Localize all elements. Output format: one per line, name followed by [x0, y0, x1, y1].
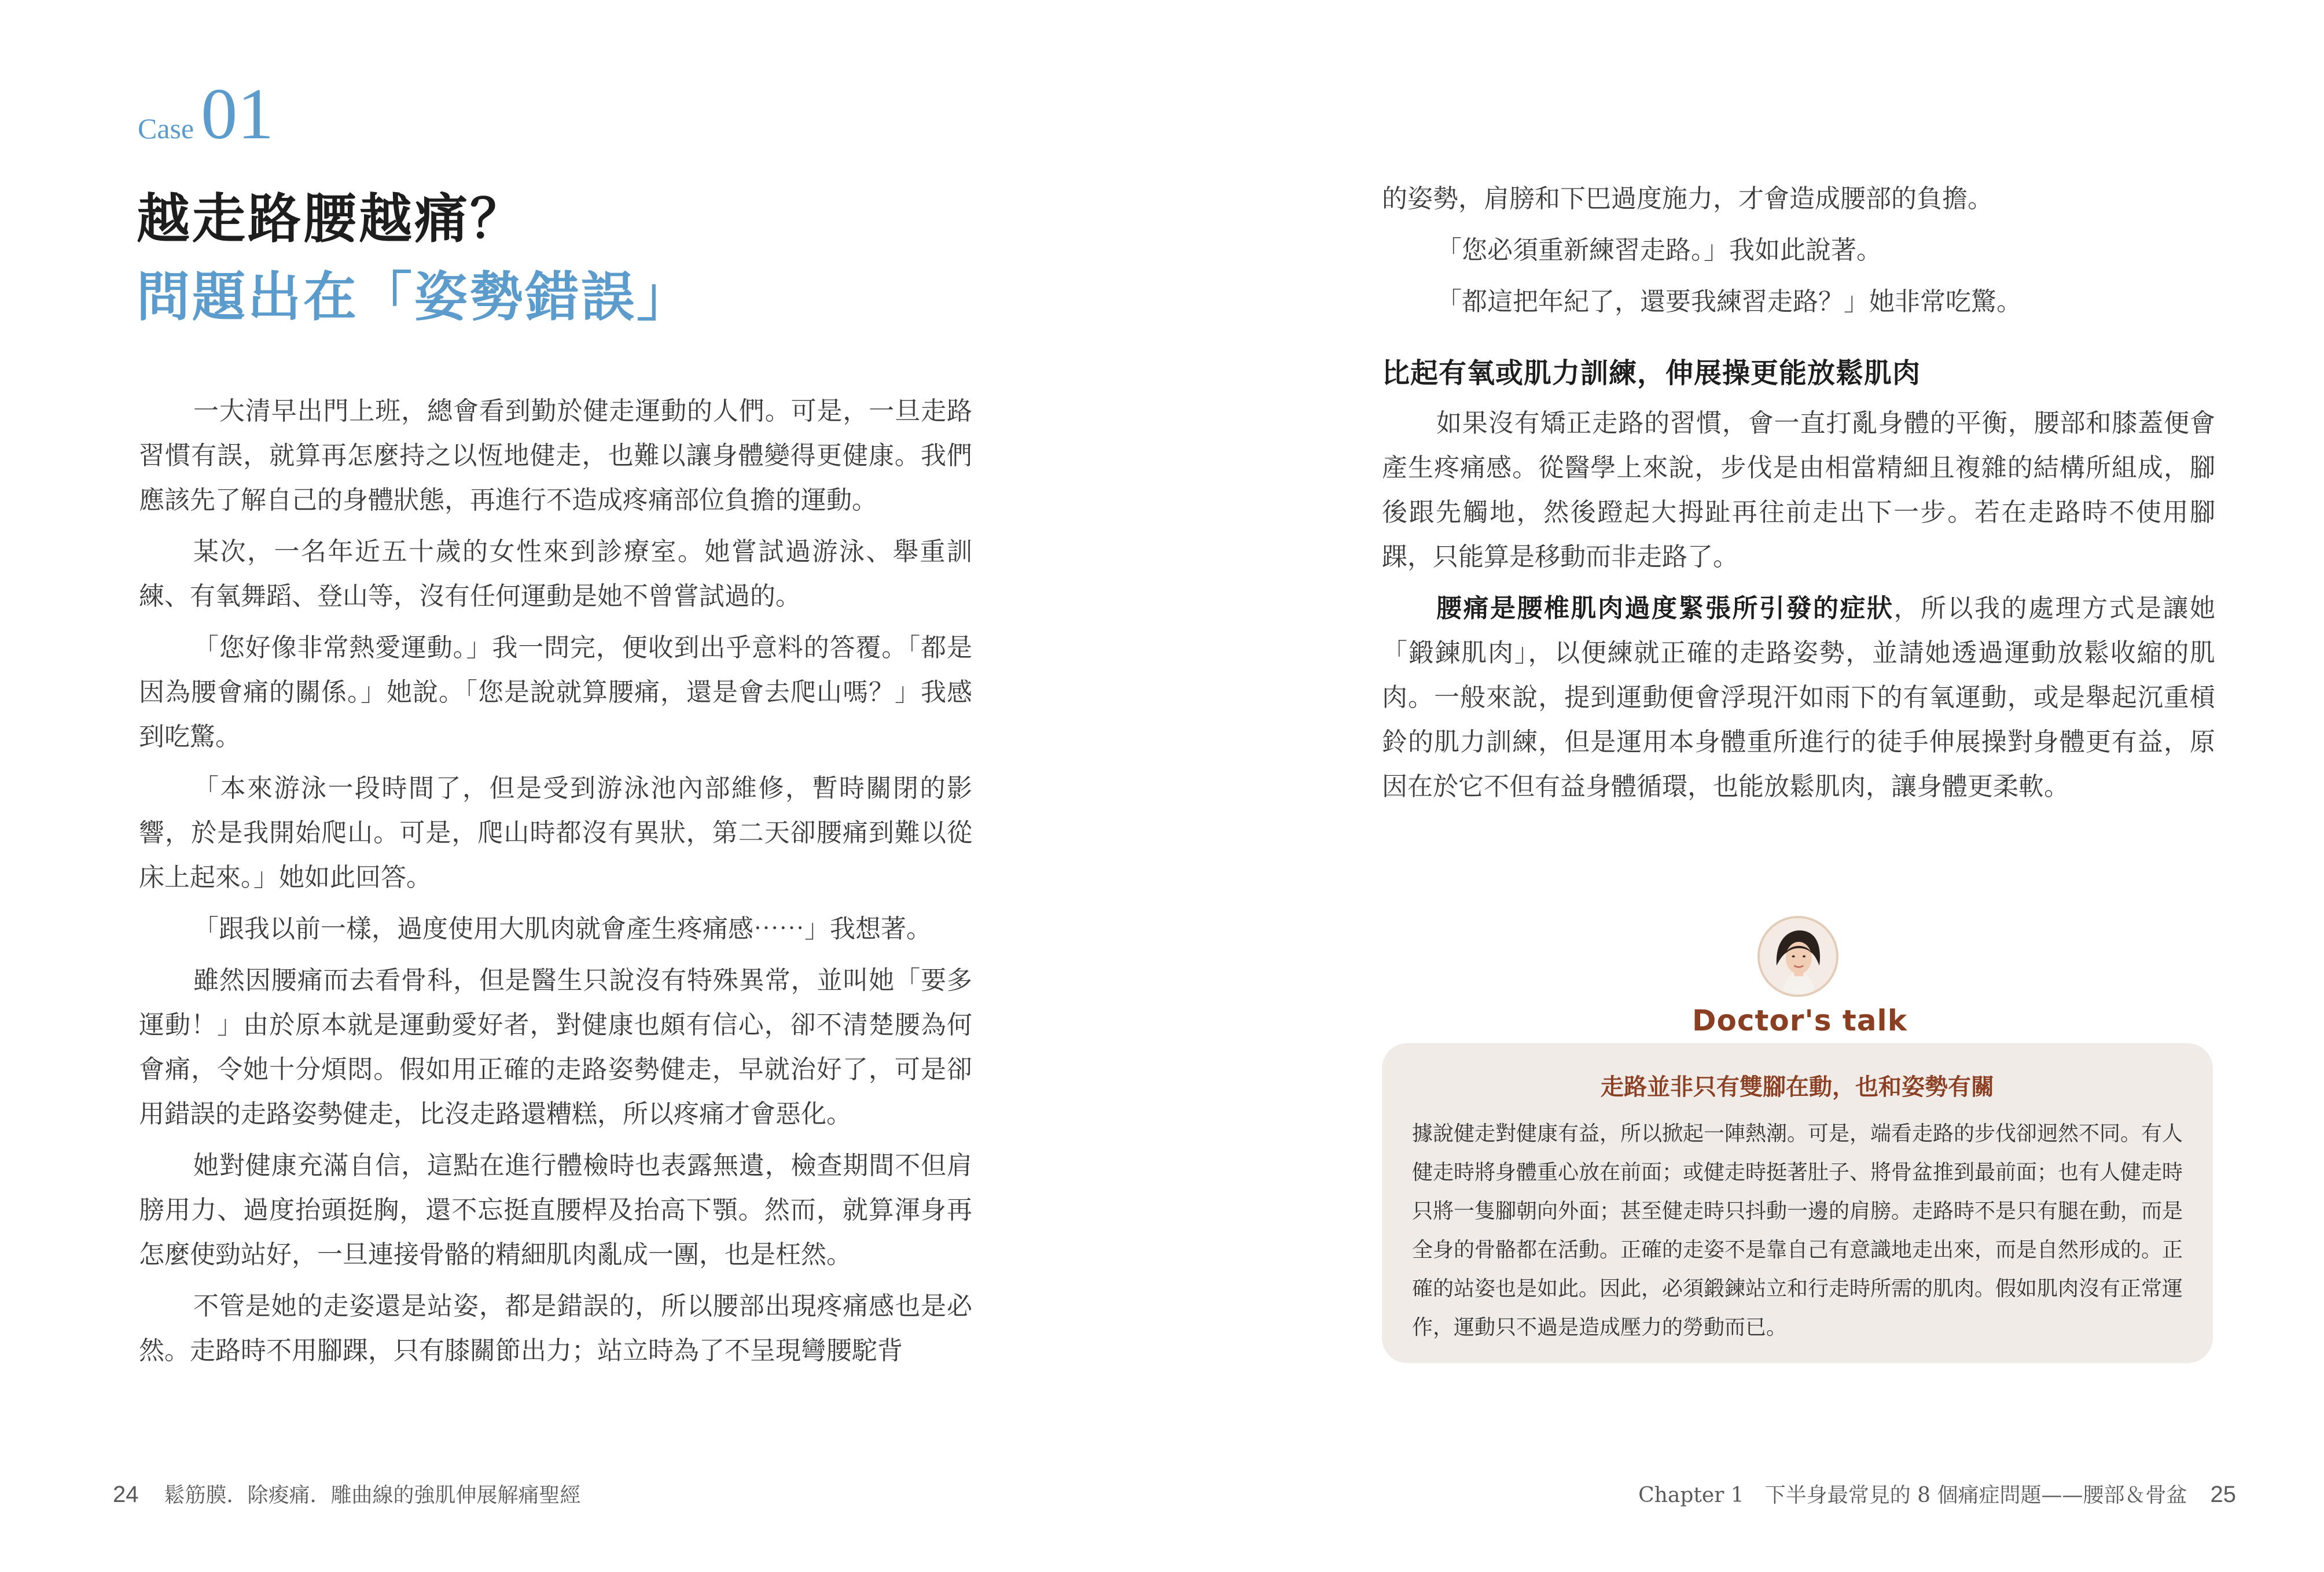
chapter-title-line2: 問題出在「姿勢錯誤」: [137, 266, 693, 328]
body-paragraph: 如果沒有矯正走路的習慣，會一直打亂身體的平衡，腰部和膝蓋便會產生疼痛感。從醫學上來說，步伐是由相當精細且複雜的結構所組成，腳後跟先觸地，然後蹬起大拇趾再往前走出下一步。若在走路時不使用腳踝，只能算是移動而非走路了。: [1382, 408, 2215, 572]
doctor-talk-box: [1382, 1043, 2213, 1363]
case-word: Case: [138, 112, 194, 145]
right-footer: [1638, 1479, 2236, 1508]
body-paragraph: 一大清早出門上班，總會看到勤於健走運動的人們。可是，一旦走路習慣有誤，就算再怎麼持之以恆地健走，也難以讓身體變得更健康。我們應該先了解自己的身體狀態，再進行不造成疼痛部位負擔的運動。: [139, 396, 972, 515]
bold-lead-text: 腰痛是腰椎肌肉過度緊張所引發的症狀: [1436, 594, 1894, 623]
chapter-footer: Chapter 1 下半身最常見的 8 個痛症問題——腰部＆骨盆: [1638, 1483, 2187, 1507]
book-title: 鬆筋膜．除痠痛．雕曲線的強肌伸展解痛聖經: [164, 1483, 581, 1507]
left-footer: [113, 1479, 581, 1508]
body-paragraph: 她對健康充滿自信，這點在進行體檢時也表露無遺，檢查期間不但肩膀用力、過度抬頭挺胸，還不忘挺直腰桿及抬高下顎。然而，就算渾身再怎麼使勁站好，一旦連接骨骼的精細肌肉亂成一團，也是枉然。: [139, 1151, 972, 1269]
body-paragraph: 雖然因腰痛而去看骨科，但是醫生只說沒有特殊異常，並叫她「要多運動！」由於原本就是運動愛好者，對健康也頗有信心，卻不清楚腰為何會痛，令她十分煩悶。假如用正確的走路姿勢健走，早就治好了，可是卻用錯誤的走路姿勢健走，比沒走路還糟糕，所以疼痛才會惡化。: [139, 966, 972, 1129]
continued-paragraph: 的姿勢，肩膀和下巴過度施力，才會造成腰部的負擔。: [1382, 184, 1993, 213]
quote-line: 「您必須重新練習走路。」我如此說著。: [1436, 235, 1882, 265]
paragraph-rest: ，所以我的處理方式是讓她「鍛鍊肌肉」，以便練就正確的走路姿勢，並請她透過運動放鬆收縮的肌肉。一般來說，提到運動便會浮現汗如雨下的有氧運動，或是舉起沉重槓鈴的肌力訓練，但是運用本身體重所進行的徒手伸展操對身體更有益，原因在於它不但有益身體循環，也能放鬆肌肉，讓身體更柔軟。: [1382, 594, 2215, 801]
doctor-avatar-icon: [1757, 916, 1838, 997]
body-paragraph: 「本來游泳一段時間了，但是受到游泳池內部維修，暫時關閉的影響，於是我開始爬山。可是，爬山時都沒有異狀，第二天卻腰痛到難以從床上起來。」她如此回答。: [139, 774, 972, 892]
doctor-talk-label: Doctor's talk: [1692, 1004, 1907, 1037]
talk-body: 據說健走對健康有益，所以掀起一陣熱潮。可是，端看走路的步伐卻迥然不同。有人健走時將身體重心放在前面；或健走時挺著肚子、將骨盆推到最前面；也有人健走時只將一隻腳朝向外面；甚至健走時只抖動一邊的肩膀。走路時不是只有腿在動，而是全身的骨骼都在活動。正確的走姿不是靠自己有意識地走出來，而是自然形成的。正確的站姿也是如此。因此，必須鍛鍊站立和行走時所需的肌肉。假如肌肉沒有正常運作，運動只不過是造成壓力的勞動而已。: [1412, 1122, 2183, 1339]
case-label: [138, 74, 274, 154]
body-paragraph: 「您好像非常熱愛運動。」我一問完，便收到出乎意料的答覆。「都是因為腰會痛的關係。」她說。「您是說就算腰痛，還是會去爬山嗎？」我感到吃驚。: [139, 633, 972, 752]
body-paragraph: 某次，一名年近五十歲的女性來到診療室。她嘗試過游泳、舉重訓練、有氧舞蹈、登山等，沒有任何運動是她不曾嘗試過的。: [139, 537, 972, 611]
left-body-text: [139, 389, 972, 1380]
quote-line: 「都這把年紀了，還要我練習走路？」她非常吃驚。: [1436, 287, 2022, 316]
talk-heading: 走路並非只有雙腳在動，也和姿勢有關: [1601, 1074, 1994, 1100]
chapter-title-line1: 越走路腰越痛？: [137, 187, 526, 250]
page-number-right: 25: [2210, 1482, 2236, 1507]
body-paragraph: 不管是她的走姿還是站姿，都是錯誤的，所以腰部出現疼痛感也是必然。走路時不用腳踝，只有膝關節出力；站立時為了不呈現彎腰駝背: [139, 1291, 972, 1365]
case-number: 01: [201, 74, 274, 154]
body-paragraph: [1382, 586, 2215, 809]
section-subheading: 比起有氧或肌力訓練，伸展操更能放鬆肌肉: [1382, 357, 1921, 389]
body-paragraph: 「跟我以前一樣，過度使用大肌肉就會產生疼痛感⋯⋯」我想著。: [193, 914, 932, 944]
page-number-left: 24: [113, 1482, 139, 1507]
right-body-text: [1382, 176, 2215, 816]
